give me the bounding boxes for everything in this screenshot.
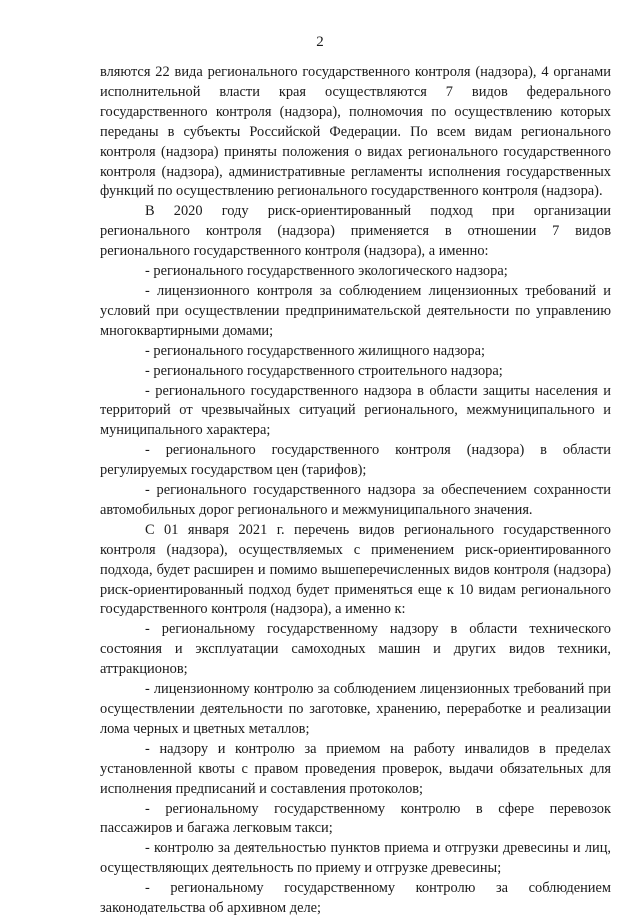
list-item-timber-points: - контролю за деятельностью пунктов приема и отгрузки древесины и лиц, осуществляющих деятельность по приему и отгрузке древесины; (100, 840, 611, 877)
paragraph-intro-continuation: вляются 22 вида регионального государственного контроля (надзора), 4 органами исполнительной власти края осуществляются 7 видов федерального государственного контроля (надзора), полномочия по осуществлению которых переданы в субъекты Российской Федерации. По всем видам регионального контроля (надзора) приняты положения о видах регионального государственного контроля (надзора), административные регламенты исполнения государственных функций по осуществлению регионального государственного контроля (надзора). (100, 64, 611, 200)
list-item-self-propelled-machines: - региональному государственному надзору в области технического состояния и эксплуатации самоходных машин и других видов техники, аттракционов; (100, 621, 611, 678)
list-item-scrap-metal-licensing: - лицензионному контролю за соблюдением лицензионных требований при осуществлении деятельности по заготовке, хранению, переработке и реализации лома черных и цветных металлов; (100, 681, 611, 737)
list-item-construction-supervision: - регионального государственного строительного надзора; (145, 362, 503, 379)
list-item-road-safety: - регионального государственного надзора за обеспечением сохранности автомобильных дорог регионального и межмуниципального значения. (100, 482, 611, 518)
list-item-ecological-supervision: - регионального государственного экологического надзора; (145, 263, 508, 280)
document-body (100, 63, 611, 919)
list-item-housing-supervision: - регионального государственного жилищного надзора; (145, 342, 485, 359)
list-item-licensing-housing-management: - лицензионного контроля за соблюдением лицензионных требований и условий при осуществлении предпринимательской деятельности по управлению многоквартирными домами; (100, 282, 611, 339)
list-item-taxi-transport: - региональному государственному контролю в сфере перевозок пассажиров и багажа легковым такси; (100, 800, 611, 837)
page-number: 2 (316, 34, 324, 50)
list-item-archive-legislation: - региональному государственному контролю за соблюдением законодательства об архивном деле; (100, 880, 611, 917)
paragraph-2021-expansion: С 01 января 2021 г. перечень видов регионального государственного контроля (надзора), осуществляемых с применением риск-ориентированного подхода, будет расширен и помимо вышеперечисленных видов контроля (надзора) риск-ориентированный подход будет применяться еще к 10 видам регионального государственного контроля (надзора), а именно к: (100, 521, 611, 618)
list-item-emergency-protection: - регионального государственного надзора в области защиты населения и территорий от чрезвычайных ситуаций регионального, межмуниципального и муниципального характера; (100, 382, 611, 439)
list-item-disabled-employment-quota: - надзору и контролю за приемом на работу инвалидов в пределах установленной квоты с правом проведения проверок, выдачи обязательных для исполнения предписаний и составления протоколов; (100, 740, 611, 797)
paragraph-2020-risk-approach: В 2020 году риск-ориентированный подход при организации регионального контроля (надзора) применяется в отношении 7 видов регионального государственного контроля (надзора), а именно: (100, 203, 611, 260)
list-item-regulated-prices: - регионального государственного контроля (надзора) в области регулируемых государством цен (тарифов); (100, 442, 611, 479)
